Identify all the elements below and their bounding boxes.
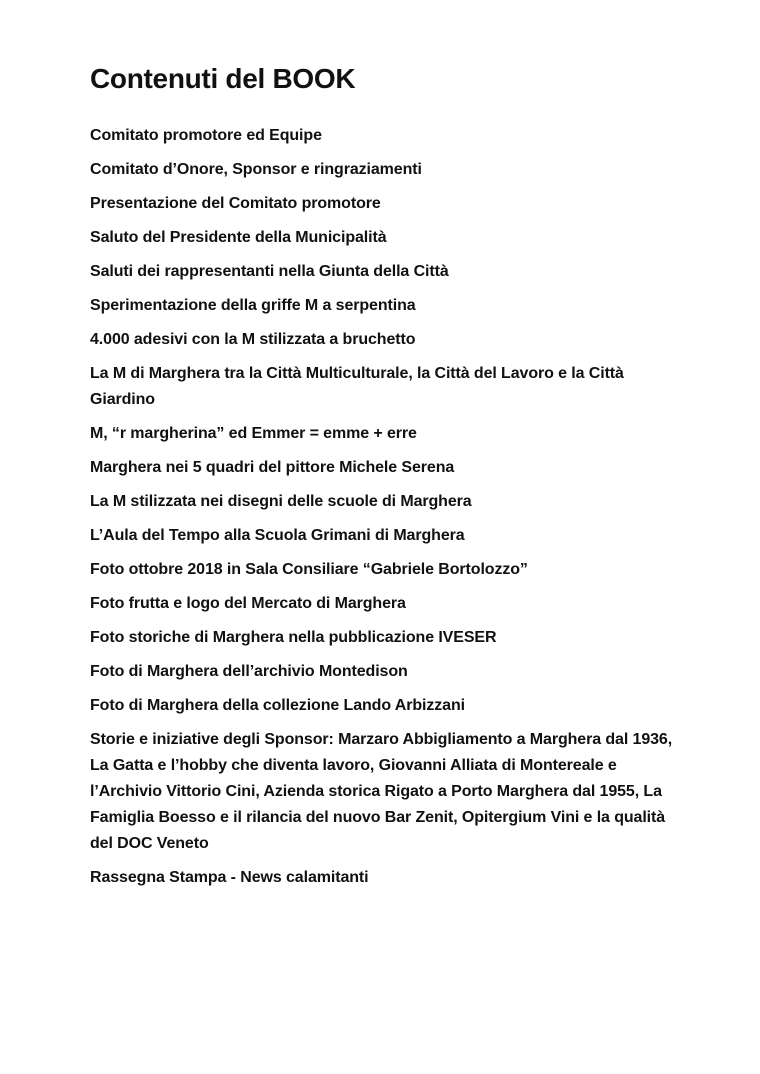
toc-item-quadri-serena: Marghera nei 5 quadri del pittore Michele Serena: [90, 458, 455, 476]
toc-item-margherina-emmer: M, “r margherina” ed Emmer = emme + erre: [90, 424, 417, 442]
toc-item-m-di-marghera: La M di Marghera tra la Città Multiculturale, la Città del Lavoro e la Città Giardino: [90, 364, 624, 408]
toc-item-presentazione: Presentazione del Comitato promotore: [90, 194, 381, 212]
toc-item-adesivi: 4.000 adesivi con la M stilizzata a bruchetto: [90, 330, 416, 348]
toc-item-aula-del-tempo: L’Aula del Tempo alla Scuola Grimani di Marghera: [90, 526, 465, 544]
toc-item-rassegna-stampa: Rassegna Stampa - News calamitanti: [90, 868, 369, 886]
toc-item-foto-frutta-logo: Foto frutta e logo del Mercato di Marghera: [90, 594, 406, 612]
toc-item-saluti-rappresentanti: Saluti dei rappresentanti nella Giunta della Città: [90, 262, 449, 280]
toc-item-foto-ottobre-2018: Foto ottobre 2018 in Sala Consiliare “Gabriele Bortolozzo”: [90, 560, 528, 578]
toc-content: [90, 62, 682, 891]
toc-item-storie-sponsor: Storie e iniziative degli Sponsor: Marzaro Abbigliamento a Marghera dal 1936, La Gatta e l’hobby che diventa lavoro, Giovanni Alliata di Montereale e l’Archivio Vittorio Cini, Azienda storica Rigato a Porto Marghera dal 1955, La Famiglia Boesso e il rilancia del nuovo Bar Zenit, Opitergium Vini e la qualità del DOC Veneto: [90, 730, 673, 852]
toc-item-sperimentazione-griffe: Sperimentazione della griffe M a serpentina: [90, 296, 416, 314]
toc-item-comitato-onore: Comitato d’Onore, Sponsor e ringraziamenti: [90, 160, 422, 178]
toc-item-foto-storiche-iveser: Foto storiche di Marghera nella pubblicazione IVESER: [90, 628, 497, 646]
toc-item-disegni-scuole: La M stilizzata nei disegni delle scuole di Marghera: [90, 492, 472, 510]
page-title: Contenuti del BOOK: [90, 63, 356, 94]
toc-item-saluto-presidente: Saluto del Presidente della Municipalità: [90, 228, 387, 246]
toc-item-foto-collezione-arbizzani: Foto di Marghera della collezione Lando Arbizzani: [90, 696, 465, 714]
toc-item-foto-archivio-montedison: Foto di Marghera dell’archivio Montedison: [90, 662, 408, 680]
toc-item-comitato-promotore: Comitato promotore ed Equipe: [90, 126, 322, 144]
